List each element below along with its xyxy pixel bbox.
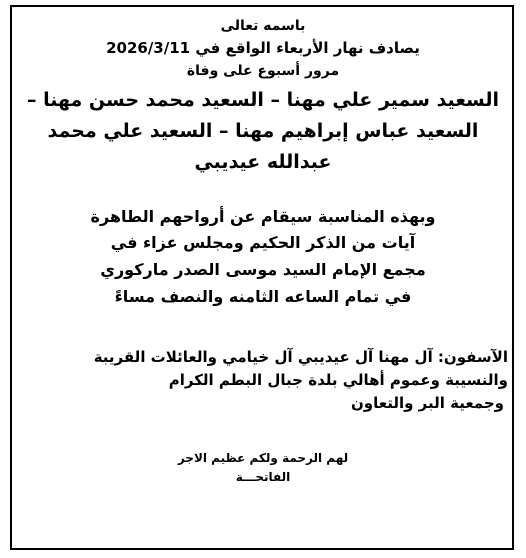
deceased-line-2: السعيد عباس إبراهيم مهنا – السعيد علي محمد: [47, 120, 479, 142]
closing-prayer: لهم الرحمة ولكم عظيم الاجر: [177, 451, 349, 465]
header-invocation: باسمه تعالى: [220, 18, 306, 34]
occasion-line-2: آيات من الذكر الحكيم ومجلس عزاء في: [110, 233, 416, 252]
header-date: يصادف نهار الأربعاء الواقع في 2026/3/11: [106, 39, 420, 57]
mourners-line-3: وجمعية البر والتعاون: [351, 394, 504, 412]
mourners-line-2: والنسيبة وعموم أهالي بلدة جبال البطم الكرام: [168, 371, 508, 389]
header-intro: مرور أسبوع على وفاة: [186, 63, 340, 79]
deceased-line-1: السعيد سمير علي مهنا – السعيد محمد حسن مهنا –: [26, 89, 500, 111]
closing-fatiha: الفاتحـــة: [235, 470, 291, 484]
occasion-line-3: مجمع الإمام السيد موسى الصدر ماركوري: [100, 260, 426, 279]
mourners-line-1: الآسفون: آل مهنا آل عيديبي آل خيامي والعائلات القريبة: [93, 348, 508, 366]
deceased-line-3: عبدالله عيديبي: [194, 151, 332, 173]
occasion-line-4: في تمام الساعه الثامنه والنصف مساءً: [114, 287, 412, 306]
occasion-line-1: وبهذه المناسبة سيقام عن أرواحهم الطاهرة: [90, 207, 436, 226]
